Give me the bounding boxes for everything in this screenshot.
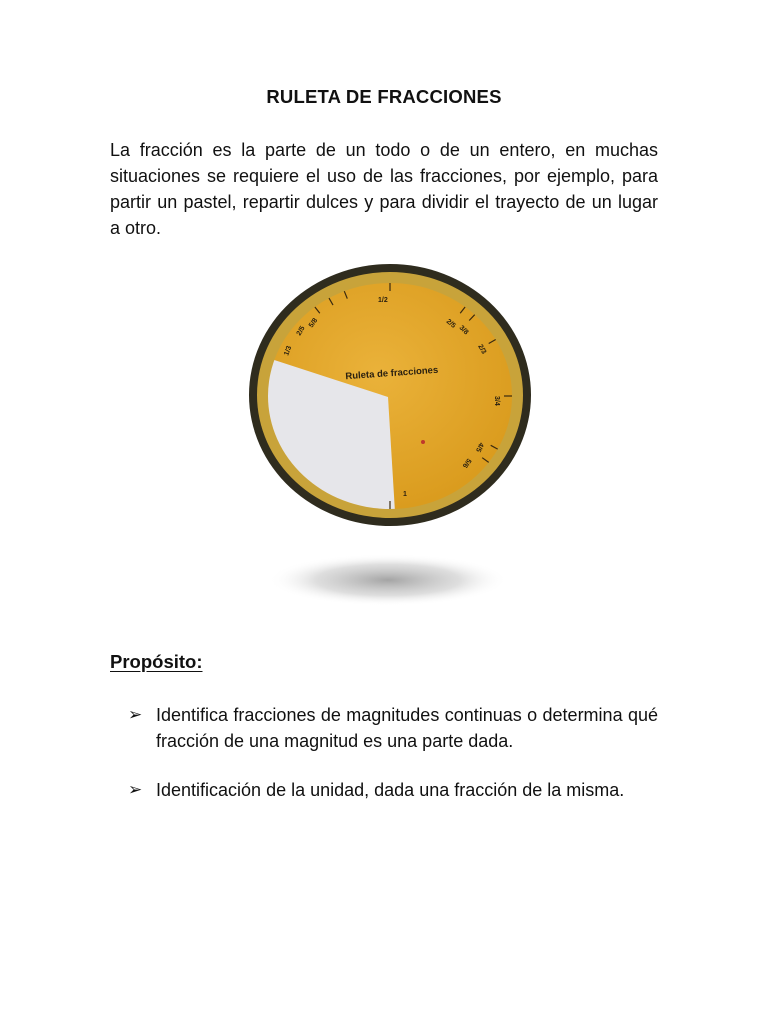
- tick-label: 2/5: [295, 325, 307, 337]
- wheel-shadow: [268, 554, 508, 606]
- fraction-wheel-photo: [230, 250, 550, 620]
- arrow-bullet-icon: ➢: [128, 780, 143, 799]
- tick-label: 5/6: [460, 456, 473, 469]
- tick-label: 1/2: [378, 297, 388, 304]
- purpose-item-text: Identificación de la unidad, dada una fracción de la misma.: [156, 780, 625, 800]
- tick-label: 4/5: [474, 441, 485, 453]
- intro-paragraph: La fracción es la parte de un todo o de un entero, en muchas situaciones se requiere el uso de las fracciones, por ejemplo, para partir un pastel, repartir dulces y para dividir el trayecto de un lugar a otro.: [110, 140, 658, 238]
- tick-label: 2/5: [444, 318, 457, 330]
- tick-label: 3/4: [493, 396, 500, 406]
- list-item: [128, 777, 658, 803]
- page-title: RULETA DE FRACCIONES: [266, 86, 502, 107]
- tick-label: 1: [403, 491, 407, 498]
- tick-label: 1/3: [283, 345, 294, 357]
- wheel-label: Ruleta de fracciones: [345, 364, 439, 383]
- wheel-center-dot: [421, 440, 425, 444]
- fraction-wheel-illustration: [230, 250, 550, 620]
- arrow-bullet-icon: ➢: [128, 705, 143, 724]
- purpose-item-text: Identifica fracciones de magnitudes continuas o determina qué fracción de una magnitud es una parte dada.: [156, 705, 658, 751]
- list-item: [128, 702, 658, 754]
- tick-label: 5/8: [307, 317, 320, 330]
- purpose-heading: Propósito:: [110, 651, 203, 672]
- purpose-list: [128, 702, 658, 826]
- tick-label: 2/3: [476, 343, 488, 356]
- tick-label: 3/8: [457, 324, 470, 337]
